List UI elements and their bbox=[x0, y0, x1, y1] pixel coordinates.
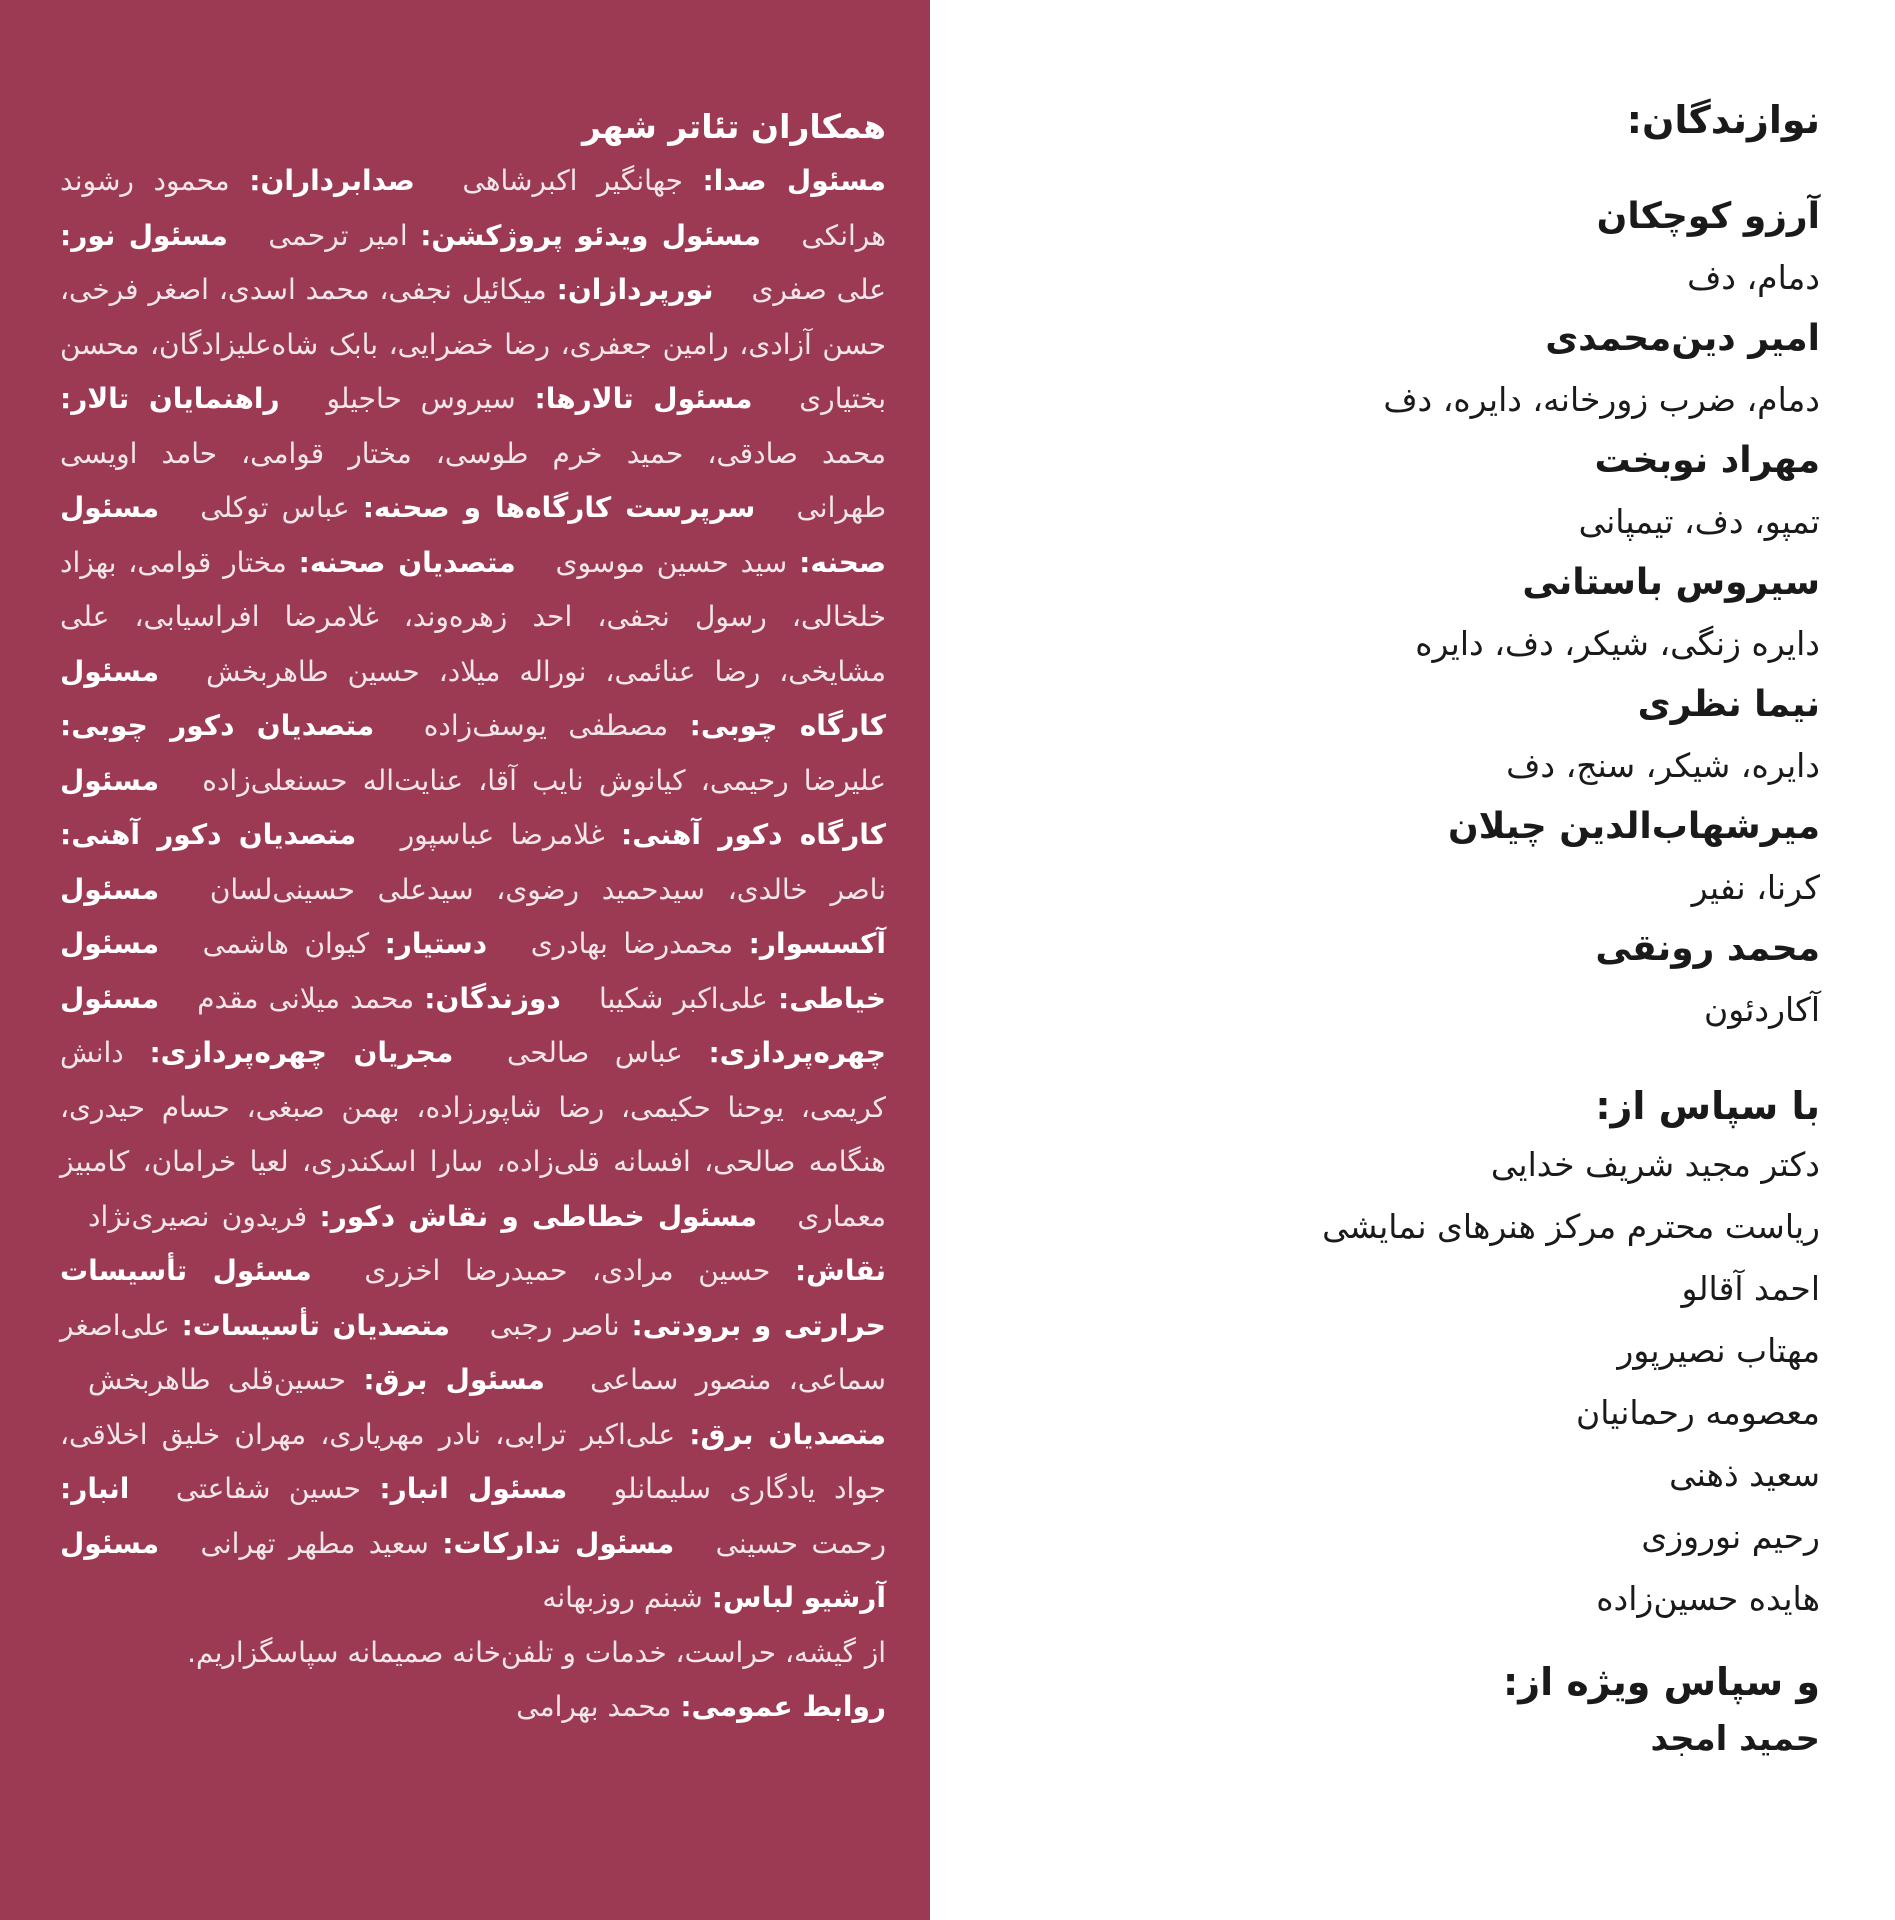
thanks-item: ریاست محترم مرکز هنرهای نمایشی bbox=[1322, 1207, 1820, 1246]
credit-role: انبار: bbox=[60, 1472, 130, 1505]
credit-names: حسین شفاعتی bbox=[175, 1472, 361, 1505]
musician-instruments: دایره، شیکر، سنج، دف bbox=[1506, 746, 1820, 785]
musician-instruments: آکاردئون bbox=[1703, 990, 1820, 1029]
musician-entry bbox=[1160, 188, 1820, 310]
credit-names: عباس توکلی bbox=[200, 491, 350, 524]
credit-names: میکائیل نجفی، محمد اسدی، اصغر فرخی، حسن آزادی، رامین جعفری، رضا خضرایی، بابک شاه‌علیزادگان، محسن بختیاری bbox=[60, 273, 886, 415]
musician-entry bbox=[1160, 554, 1820, 676]
credit-names: علی‌اصغر سماعی، منصور سماعی bbox=[60, 1308, 886, 1396]
credit-role: نورپردازان: bbox=[556, 273, 714, 306]
credit-names: کیوان هاشمی bbox=[202, 927, 370, 960]
credit-names: شبنم روزبهانه bbox=[542, 1581, 703, 1614]
musician-entry bbox=[1160, 920, 1820, 1042]
credit-names: امیر ترحمی bbox=[268, 218, 408, 252]
musician-name: نیما نظری bbox=[1637, 684, 1820, 725]
credit-role: مسئول چهره‌پردازی: bbox=[60, 981, 886, 1069]
credit-names: محمدرضا بهادری bbox=[530, 927, 734, 960]
spacer bbox=[1160, 1630, 1820, 1654]
credit-role: مسئول کارگاه دکور آهنی: bbox=[60, 763, 886, 851]
credit-names: دانش کریمی، یوحنا حکیمی، رضا شاپورزاده، بهمن صبغی، حسام حیدری، هنگامه صالحی، افسانه قلی‌زاده، سارا اسکندری، لعیا خرامان، کامبیز معماری bbox=[60, 1036, 887, 1233]
musician-name: آرزو کوچکان bbox=[1596, 196, 1820, 237]
special-thanks-name: حمید امجد bbox=[1650, 1719, 1820, 1759]
spacer bbox=[1160, 1042, 1820, 1078]
credit-role: صدابرداران: bbox=[249, 164, 415, 197]
credit-names: علی‌اکبر شکیبا bbox=[598, 981, 768, 1015]
credit-names: محمد صادقی، حمید خرم طوسی، مختار قوامی، حامد اویسی طهرانی bbox=[60, 436, 887, 524]
spacer bbox=[1160, 148, 1820, 188]
musician-name: میرشهاب‌الدین چیلان bbox=[1447, 806, 1820, 847]
thanks-item: دکتر مجید شریف خدایی bbox=[1490, 1145, 1820, 1184]
credit-role: راهنمایان تالار: bbox=[60, 382, 280, 415]
thanks-heading: با سپاس از: bbox=[1595, 1084, 1820, 1128]
musician-entry bbox=[1160, 798, 1820, 920]
closing-note: از گیشه، حراست، خدمات و تلفن‌خانه صمیمانه سپاسگزاریم. bbox=[187, 1635, 886, 1669]
credit-names: علیرضا رحیمی، کیانوش نایب آقا، عنایت‌اله حسنعلی‌زاده bbox=[202, 763, 886, 797]
credit-role: مسئول ویدئو پروژکشن: bbox=[420, 218, 761, 252]
musician-entry bbox=[1160, 432, 1820, 554]
credit-role: مسئول خطاطی و نقاش دکور: bbox=[319, 1199, 757, 1233]
credit-names: جهانگیر اکبرشاهی bbox=[462, 164, 683, 197]
musician-instruments: دایره زنگی، شیکر، دف، دایره bbox=[1415, 624, 1820, 663]
musicians-heading: نوازندگان: bbox=[1626, 98, 1820, 142]
credit-role: مسئول صدا: bbox=[702, 164, 887, 197]
credit-role: نقاش: bbox=[794, 1254, 886, 1287]
musician-name: سیروس باستانی bbox=[1522, 562, 1820, 603]
credit-names: مختار قوامی، بهزاد خلخالی، رسول نجفی، احد زهره‌وند، غلامرضا افراسیابی، علی مشایخی، رضا عنائمی، نوراله میلاد، حسین طاهربخش bbox=[60, 545, 886, 688]
credit-names: محمود رشوند هرانکی bbox=[60, 164, 886, 252]
credit-names: سیروس حاجیلو bbox=[326, 382, 516, 415]
credit-role: مسئول کارگاه چوبی: bbox=[60, 654, 886, 742]
credit-role: مسئول خیاطی: bbox=[60, 927, 887, 1015]
credit-role: مسئول تدارکات: bbox=[442, 1526, 675, 1560]
credit-role: مسئول تالارها: bbox=[534, 382, 753, 415]
credit-role: متصدیان دکور چوبی: bbox=[60, 709, 375, 742]
thanks-item: معصومه رحمانیان bbox=[1575, 1393, 1820, 1432]
musician-instruments: کرنا، نفیر bbox=[1691, 868, 1820, 907]
credit-names: محمد میلانی مقدم bbox=[197, 981, 415, 1015]
thanks-item: هایده حسین‌زاده bbox=[1596, 1579, 1820, 1618]
credit-role: متصدیان دکور آهنی: bbox=[60, 818, 357, 851]
musician-name: محمد رونقی bbox=[1595, 928, 1820, 969]
credit-role: مسئول نور: bbox=[60, 218, 228, 252]
musician-name: مهراد نوبخت bbox=[1594, 440, 1820, 481]
thanks-item: سعید ذهنی bbox=[1669, 1455, 1820, 1494]
musician-entry bbox=[1160, 676, 1820, 798]
credit-names: سعید مطهر تهرانی bbox=[200, 1526, 429, 1560]
credit-names: ناصر خالدی، سیدحمید رضوی، سیدعلی حسینی‌لسان bbox=[209, 872, 886, 906]
credit-names: حسین‌قلی طاهربخش bbox=[88, 1363, 346, 1396]
credit-role: مسئول صحنه: bbox=[60, 491, 887, 579]
credit-role: مسئول انبار: bbox=[379, 1472, 568, 1505]
special-thanks-heading: و سپاس ویژه از: bbox=[1503, 1660, 1820, 1704]
left-credits-panel bbox=[0, 0, 930, 1920]
musician-instruments: دمام، دف bbox=[1687, 258, 1820, 297]
credits-body bbox=[60, 154, 886, 1626]
thanks-item: مهتاب نصیرپور bbox=[1617, 1331, 1820, 1370]
credit-role: روابط عمومی: bbox=[680, 1690, 886, 1723]
credit-names: غلامرضا عباسپور bbox=[400, 818, 605, 851]
credit-role: متصدیان تأسیسات: bbox=[181, 1308, 450, 1342]
credit-names: رحمت حسینی bbox=[715, 1526, 887, 1560]
credits-title: همکاران تئاتر شهر bbox=[582, 107, 886, 146]
credit-role: دوزندگان: bbox=[424, 981, 561, 1015]
credit-names: سید حسین موسوی bbox=[555, 545, 788, 579]
credit-role: مجریان چهره‌پردازی: bbox=[149, 1036, 454, 1069]
credit-names: محمد بهرامی bbox=[516, 1690, 672, 1723]
credit-names: علی صفری bbox=[751, 273, 886, 306]
credit-role: مسئول برق: bbox=[363, 1363, 545, 1396]
musician-instruments: تمپو، دف، تیمپانی bbox=[1578, 502, 1820, 541]
credits-text bbox=[60, 100, 886, 1735]
credit-role: دستیار: bbox=[384, 927, 488, 960]
credit-role: مسئول آکسسوار: bbox=[60, 872, 887, 960]
credit-role: متصدیان صحنه: bbox=[298, 545, 516, 579]
credit-names: علی‌اکبر ترابی، نادر مهریاری، مهران خلیق اخلاقی، جواد یادگاری سلیمانلو bbox=[60, 1417, 886, 1505]
thanks-item: احمد آقالو bbox=[1681, 1269, 1820, 1308]
public-relations-line bbox=[60, 1680, 886, 1735]
right-column bbox=[1160, 92, 1820, 1768]
thanks-list bbox=[1160, 1134, 1820, 1630]
credit-names: فریدون نصیری‌نژاد bbox=[88, 1199, 308, 1233]
credit-names: عباس صالحی bbox=[507, 1036, 683, 1069]
credit-role: متصدیان برق: bbox=[689, 1417, 886, 1451]
thanks-item: رحیم نوروزی bbox=[1641, 1517, 1820, 1556]
credit-names: ناصر رجبی bbox=[489, 1308, 620, 1342]
musician-instruments: دمام، ضرب زورخانه، دایره، دف bbox=[1383, 380, 1820, 419]
credit-role: مسئول تأسیسات حرارتی و برودتی: bbox=[60, 1254, 886, 1342]
musician-name: امیر دین‌محمدی bbox=[1545, 318, 1820, 359]
musicians-list bbox=[1160, 188, 1820, 1042]
credit-names: مصطفی یوسف‌زاده bbox=[423, 709, 669, 742]
credit-role: سرپرست کارگاه‌ها و صحنه: bbox=[362, 491, 756, 524]
credit-names: حسین مرادی، حمیدرضا اخزری bbox=[364, 1254, 771, 1287]
credit-role: مسئول آرشیو لباس: bbox=[60, 1526, 886, 1614]
musician-entry bbox=[1160, 310, 1820, 432]
